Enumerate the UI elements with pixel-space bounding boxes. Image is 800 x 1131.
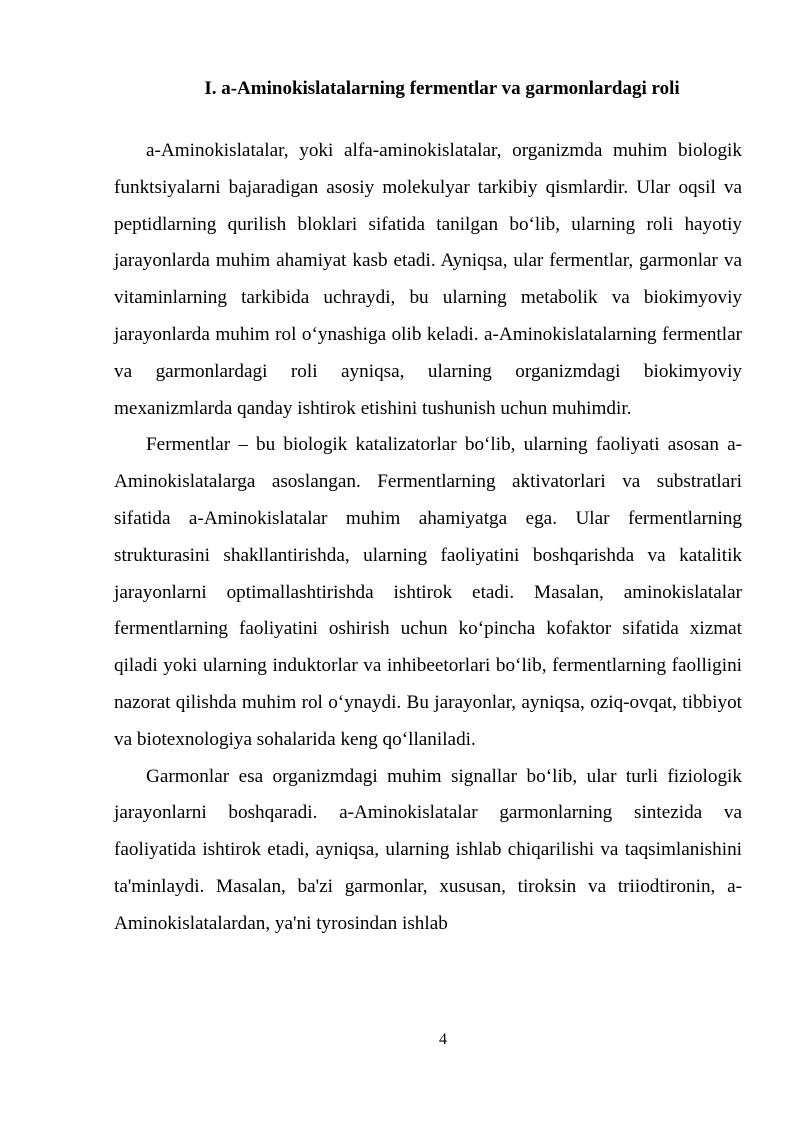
- section-heading: I. a-Aminokislatalarning fermentlar va garmonlardagi roli: [204, 78, 680, 99]
- paragraph-enzymes: Fermentlar – bu biologik katalizatorlar bo‘lib, ularning faoliyati asosan a-Aminokislatalarga asoslangan. Fermentlarning aktivatorlari va substratlari sifatida a-Aminokislatalar muhim ahamiyatga ega. Ular fermentlarning strukturasini shakllantirishda, ularning faoliyatini boshqarishda va katalitik jarayonlarni optimallashtirishda ishtirok etadi. Masalan, aminokislatalar fermentlarning faoliyatini oshirish uchun ko‘pincha kofaktor sifatida xizmat qiladi yoki ularning induktorlar va inhibeetorlari bo‘lib, fermentlarning faolligini nazorat qilishda muhim rol o‘ynaydi. Bu jarayonlar, ayniqsa, oziq-ovqat, tibbiyot va biotexnologiya sohalarida keng qo‘llaniladi.: [114, 434, 742, 750]
- page-number: 4: [439, 1031, 447, 1048]
- body-text: [114, 133, 742, 943]
- paragraph-hormones: Garmonlar esa organizmdagi muhim signallar bo‘lib, ular turli fiziologik jarayonlarni boshqaradi. a-Aminokislatalar garmonlarning sintezida va faoliyatida ishtirok etadi, ayniqsa, ularning ishlab chiqarilishi va taqsimlanishini ta'minlaydi. Masalan, ba'zi garmonlar, xususan, tiroksin va triiodtironin, a-Aminokislatalardan, ya'ni tyrosindan ishlab: [114, 765, 742, 934]
- paragraph-intro: a-Aminokislatalar, yoki alfa-aminokislatalar, organizmda muhim biologik funktsiyalarni bajaradigan asosiy molekulyar tarkibiy qismlardir. Ular oqsil va peptidlarning qurilish bloklari sifatida tanilgan bo‘lib, ularning roli hayotiy jarayonlarda muhim ahamiyat kasb etadi. Ayniqsa, ular fermentlar, garmonlar va vitaminlarning tarkibida uchraydi, bu ularning metabolik va biokimyoviy jarayonlarda muhim rol o‘ynashiga olib keladi. a-Aminokislatalarning fermentlar va garmonlardagi roli ayniqsa, ularning organizmdagi biokimyoviy mexanizmlarda qanday ishtirok etishini tushunish uchun muhimdir.: [114, 140, 742, 419]
